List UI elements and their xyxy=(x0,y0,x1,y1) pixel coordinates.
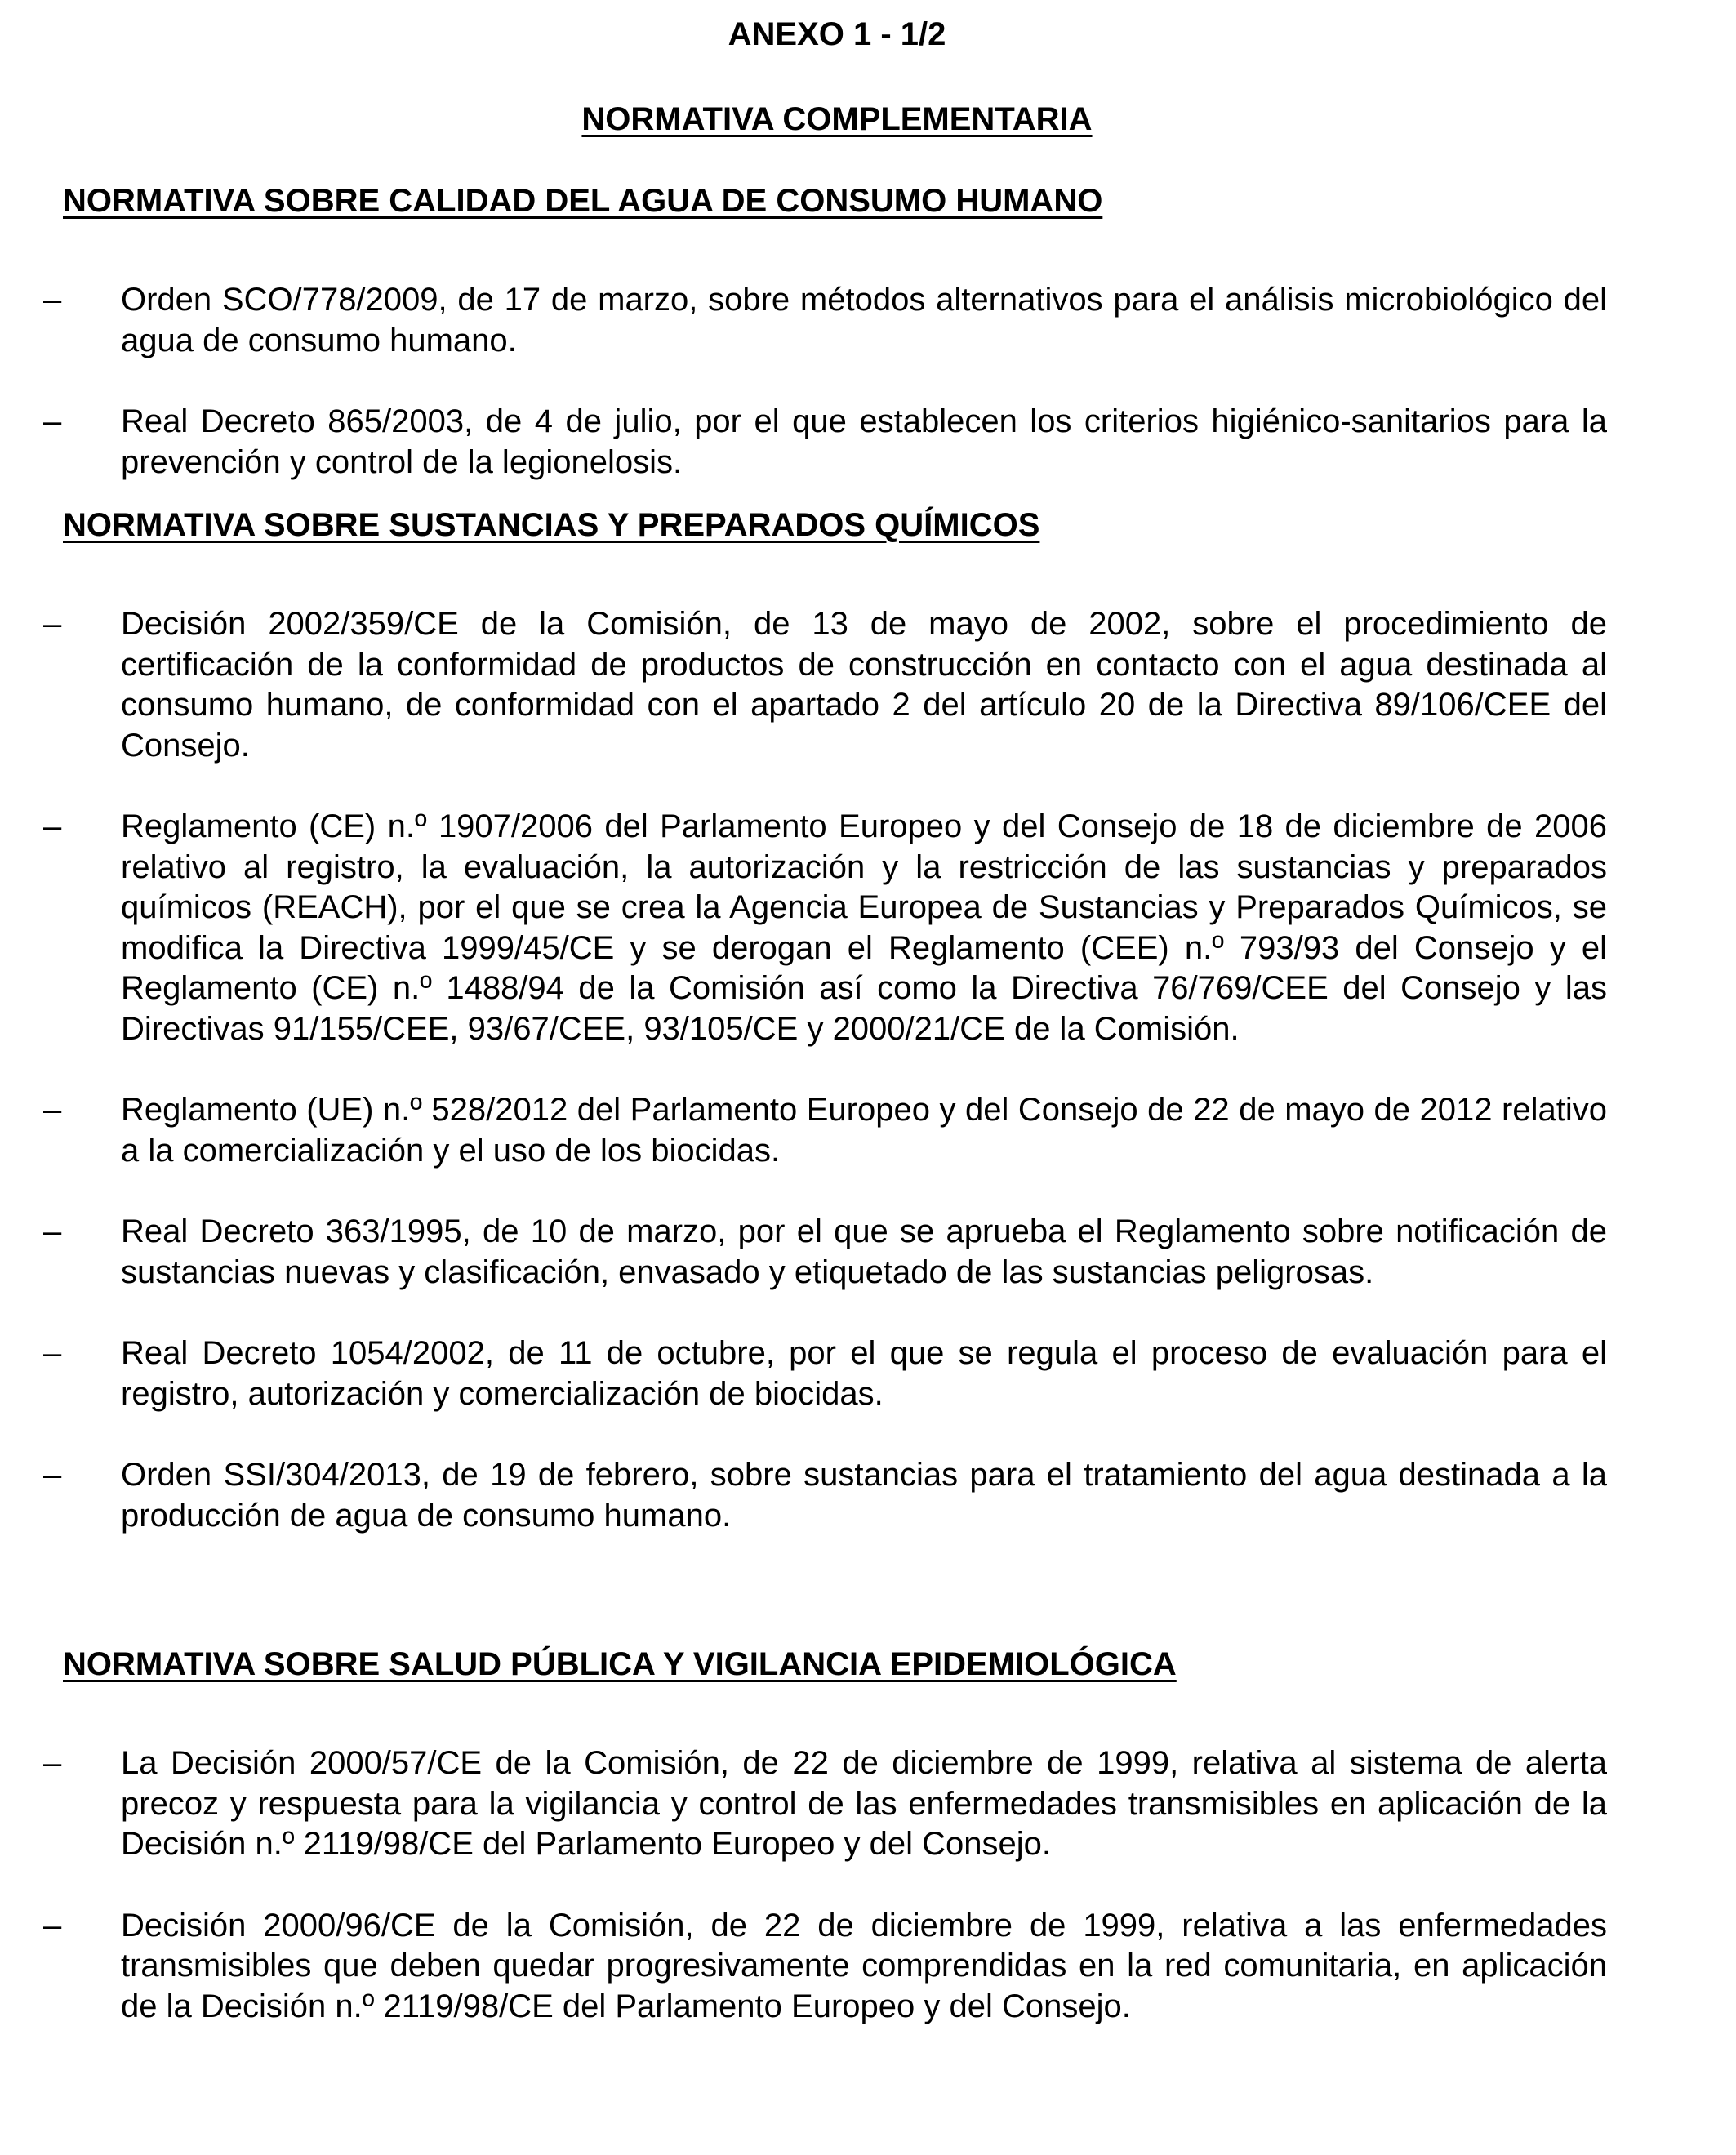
regulation-item xyxy=(43,604,1607,766)
regulation-text: Real Decreto 363/1995, de 10 de marzo, por el que se aprueba el Reglamento sobre notificación de sustancias nuevas y clasificación, envasado y etiquetado de las sustancias peligrosas. xyxy=(121,1213,1607,1290)
regulation-item xyxy=(43,1212,1607,1293)
section-sustancias-quimicos xyxy=(0,502,1736,1536)
regulation-item xyxy=(43,1743,1607,1865)
regulation-item xyxy=(43,1906,1607,2028)
dash-bullet-icon: – xyxy=(43,1213,62,1249)
section-heading: NORMATIVA SOBRE SUSTANCIAS Y PREPARADOS QUÍMICOS xyxy=(63,507,1040,543)
annex-title: ANEXO 1 - 1/2 xyxy=(728,16,946,52)
section-heading: NORMATIVA SOBRE CALIDAD DEL AGUA DE CONSUMO HUMANO xyxy=(63,183,1103,219)
section-salud-publica xyxy=(0,1641,1736,2027)
regulation-text: La Decisión 2000/57/CE de la Comisión, de 22 de diciembre de 1999, relativa al sistema de alerta precoz y respuesta para la vigilancia y control de las enfermedades transmisibles en aplicación de la Decisión n.º 2119/98/CE del Parlamento Europeo y del Consejo. xyxy=(121,1745,1607,1862)
dash-bullet-icon: – xyxy=(43,282,62,318)
regulation-list xyxy=(0,280,1736,483)
dash-bullet-icon: – xyxy=(43,1745,62,1781)
dash-bullet-icon: – xyxy=(43,808,62,844)
regulation-text: Decisión 2002/359/CE de la Comisión, de 13 de mayo de 2002, sobre el procedimiento de certificación de la conformidad de productos de construcción en contacto con el agua destinada al consumo humano, de conformidad con el apartado 2 del artículo 20 de la Directiva 89/106/CEE del Consejo. xyxy=(121,606,1607,764)
regulation-item xyxy=(43,402,1607,483)
regulation-text: Reglamento (CE) n.º 1907/2006 del Parlamento Europeo y del Consejo de 18 de diciembre de 2006 relativo al registro, la evaluación, la autorización y la restricción de las sustancias y preparados químicos (REACH), por el que se crea la Agencia Europea de Sustancias y Preparados Químicos, se modifica la Directiva 1999/45/CE y se derogan el Reglamento (CEE) n.º 793/93 del Consejo y el Reglamento (CE) n.º 1488/94 de la Comisión así como la Directiva 76/769/CEE del Consejo y las Directivas 91/155/CEE, 93/67/CEE, 93/105/CE y 2000/21/CE de la Comisión. xyxy=(121,808,1607,1047)
regulation-item xyxy=(43,280,1607,361)
regulation-text: Orden SSI/304/2013, de 19 de febrero, sobre sustancias para el tratamiento del agua destinada a la producción de agua de consumo humano. xyxy=(121,1457,1607,1534)
regulation-item xyxy=(43,1334,1607,1414)
section-calidad-agua xyxy=(0,178,1736,483)
regulation-list xyxy=(0,604,1736,1536)
dash-bullet-icon: – xyxy=(43,403,62,439)
regulation-item xyxy=(43,1090,1607,1171)
document-title: NORMATIVA COMPLEMENTARIA xyxy=(581,101,1093,137)
regulation-item xyxy=(43,1455,1607,1536)
dash-bullet-icon: – xyxy=(43,1335,62,1371)
regulation-text: Reglamento (UE) n.º 528/2012 del Parlamento Europeo y del Consejo de 22 de mayo de 2012 relativo a la comercialización y el uso de los biocidas. xyxy=(121,1092,1607,1169)
regulation-text: Orden SCO/778/2009, de 17 de marzo, sobre métodos alternativos para el análisis microbiológico del agua de consumo humano. xyxy=(121,282,1607,358)
dash-bullet-icon: – xyxy=(43,1092,62,1128)
regulation-item xyxy=(43,807,1607,1049)
regulation-text: Real Decreto 1054/2002, de 11 de octubre, por el que se regula el proceso de evaluación para el registro, autorización y comercialización de biocidas. xyxy=(121,1335,1607,1412)
regulation-text: Decisión 2000/96/CE de la Comisión, de 22 de diciembre de 1999, relativa a las enfermedades transmisibles que deben quedar progresivamente comprendidas en la red comunitaria, en aplicación de la Decisión n.º 2119/98/CE del Parlamento Europeo y del Consejo. xyxy=(121,1907,1607,2024)
dash-bullet-icon: – xyxy=(43,1907,62,1944)
dash-bullet-icon: – xyxy=(43,1457,62,1493)
section-heading: NORMATIVA SOBRE SALUD PÚBLICA Y VIGILANCIA EPIDEMIOLÓGICA xyxy=(63,1646,1177,1682)
regulation-list xyxy=(0,1743,1736,2027)
dash-bullet-icon: – xyxy=(43,606,62,642)
regulation-text: Real Decreto 865/2003, de 4 de julio, por el que establecen los criterios higiénico-sanitarios para la prevención y control de la legionelosis. xyxy=(121,403,1607,480)
